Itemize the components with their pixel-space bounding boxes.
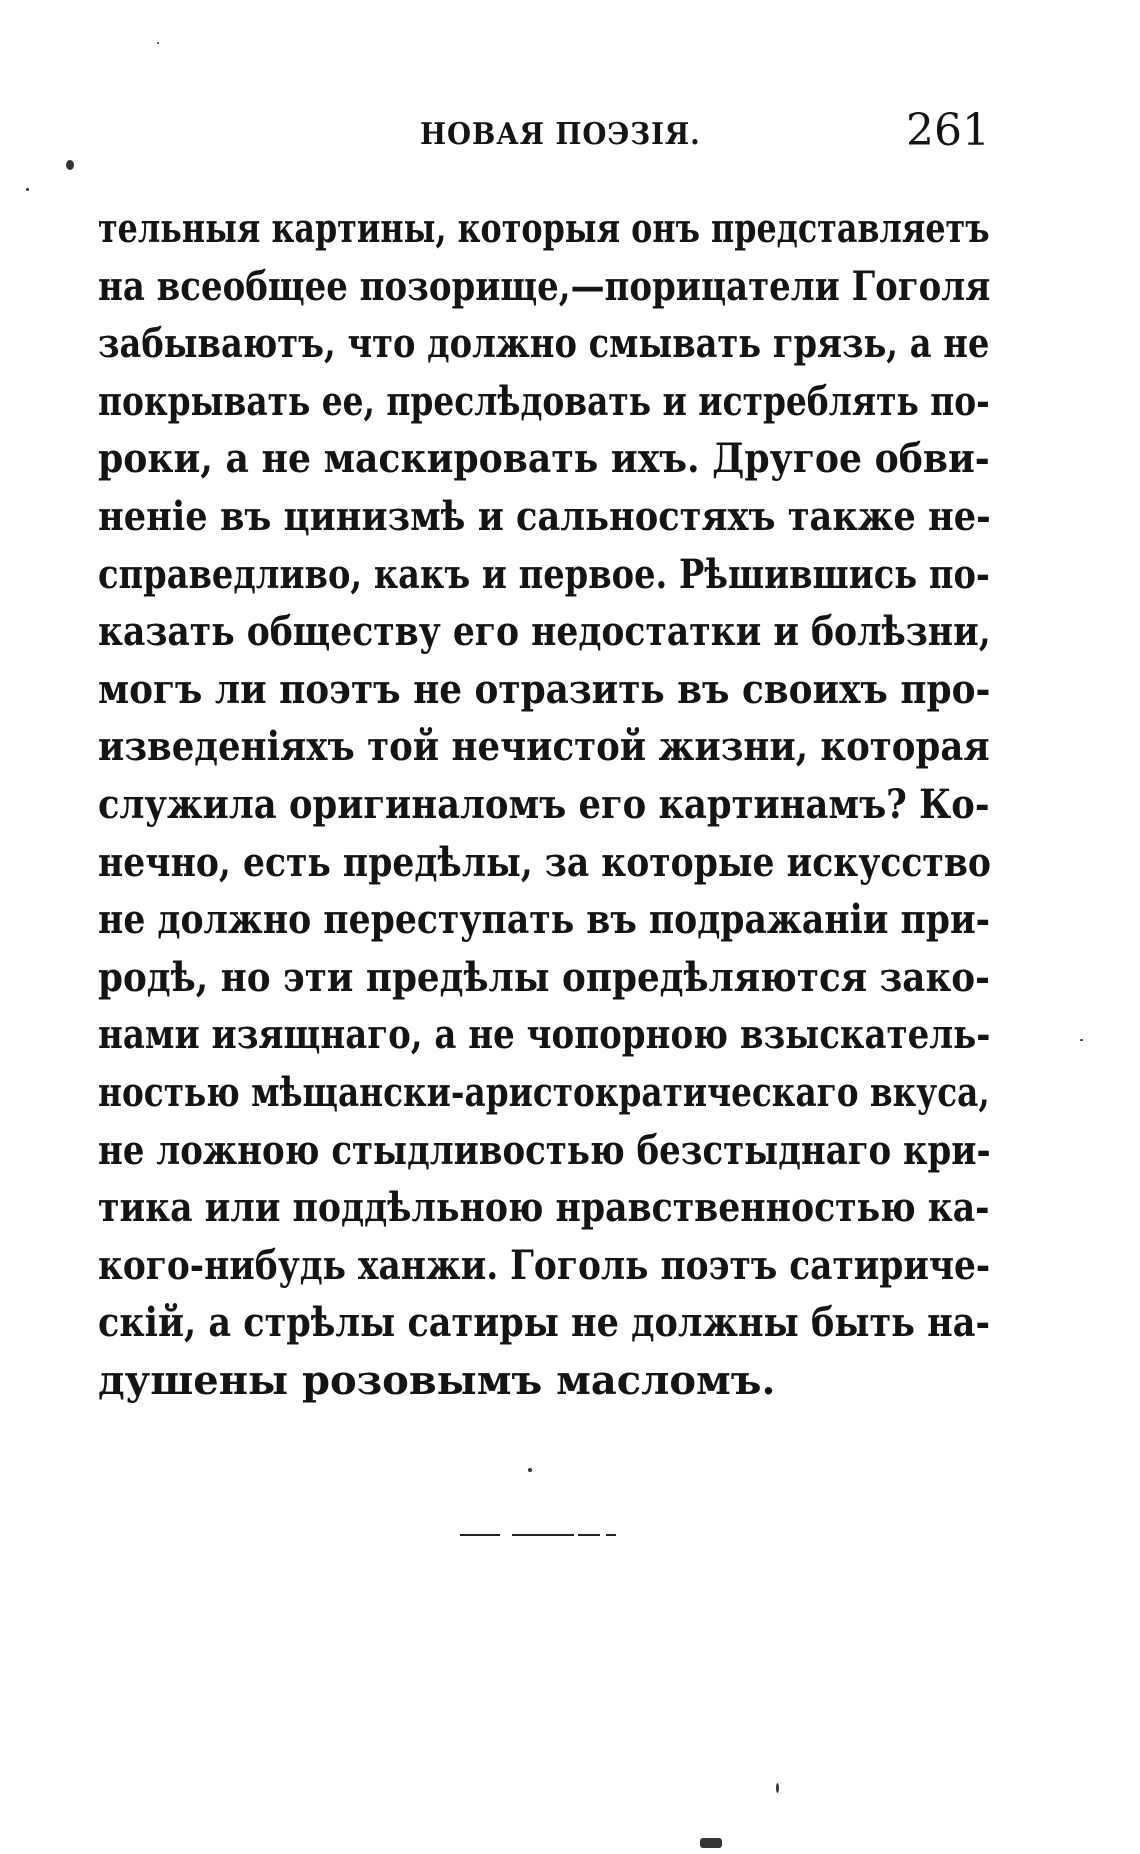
- running-head: [100, 105, 990, 165]
- text-line: казать обществу его недостатки и болѣзни,: [98, 608, 991, 656]
- scan-speck: [26, 188, 29, 191]
- scan-speck: [66, 160, 74, 170]
- text-line-last: душены розовымъ масломъ.: [98, 1356, 776, 1404]
- text-line: роки, а не маскировать ихъ. Другое обви-: [98, 435, 990, 483]
- section-end-rule: [460, 1529, 638, 1541]
- scan-speck: [1080, 1039, 1083, 1041]
- text-line: не ложною стыдливостью безстыднаго кри-: [98, 1126, 991, 1174]
- text-line: тельныя картины, которыя онъ представляетъ: [98, 205, 990, 252]
- text-line: нами изящнаго, а не чопорною взыскатель-: [98, 1011, 991, 1059]
- text-line: тика или поддѣльною нравственностью ка-: [98, 1184, 990, 1232]
- text-line: покрывать ее, преслѣдовать и истреблять по-: [98, 377, 990, 425]
- running-title: НОВАЯ ПОЭЗІЯ.: [420, 117, 701, 152]
- text-line: родѣ, но эти предѣлы опредѣляются зако-: [98, 953, 990, 1001]
- text-line: кого-нибудь ханжи. Гоголь поэтъ сатириче-: [98, 1241, 991, 1289]
- scan-speck: [776, 1783, 779, 1793]
- scan-speck: [528, 1468, 532, 1472]
- body-text: [98, 200, 990, 1409]
- text-line: забываютъ, что должно смывать грязь, а не: [98, 320, 990, 368]
- text-line: служила оригиналомъ его картинамъ? Ко-: [98, 780, 990, 828]
- text-line: могъ ли поэтъ не отразить въ своихъ про-: [98, 665, 991, 713]
- page-number: 261: [906, 105, 990, 156]
- text-line: на всеобщее позорище,—порицатели Гоголя: [98, 262, 991, 310]
- text-line: скій, а стрѣлы сатиры не должны быть на-: [98, 1299, 991, 1347]
- scan-speck: [157, 42, 159, 44]
- text-line: ностью мѣщански-аристократическаго вкуса,: [98, 1068, 990, 1116]
- text-line: не должно переступать въ подражаніи при-: [98, 896, 991, 944]
- text-line: справедливо, какъ и первое. Рѣшившись по-: [98, 550, 990, 598]
- scan-speck: [700, 1838, 722, 1848]
- text-line: изведеніяхъ той нечистой жизни, которая: [98, 723, 990, 771]
- text-line: нечно, есть предѣлы, за которые искусство: [98, 838, 991, 886]
- text-line: неніе въ цинизмѣ и сальностяхъ также не-: [98, 492, 991, 540]
